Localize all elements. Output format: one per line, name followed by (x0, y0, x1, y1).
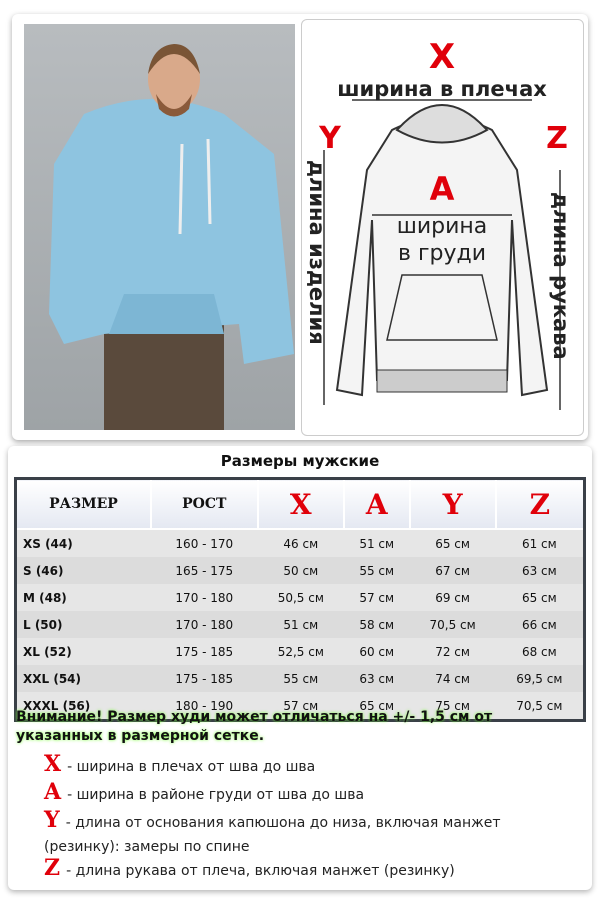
header-a: A (344, 479, 410, 530)
a-marker: A (429, 170, 455, 208)
table-cell: XXXL (56) (23, 698, 91, 713)
table-cell: 165 - 175 (151, 557, 258, 584)
table-cell: 52,5 см (277, 644, 324, 659)
table-cell: 55 см (344, 557, 410, 584)
a-label-line2: в груди (397, 241, 487, 266)
table-cell: 69,5 см (496, 665, 585, 692)
legend-item (44, 752, 544, 779)
table-row (16, 584, 585, 611)
table-row (16, 529, 585, 557)
table-cell: XL (52) (23, 644, 72, 659)
table-cell: 57 см (283, 698, 319, 713)
model-image (24, 24, 295, 430)
table-row (16, 665, 585, 692)
table-cell: 75 см (435, 698, 470, 713)
table-cell: 51 см (359, 536, 395, 551)
table-cell: L (50) (16, 611, 151, 638)
a-label-line1: ширина (396, 214, 488, 239)
z-label: длина рукава (549, 192, 573, 360)
table-cell: 60 см (359, 644, 395, 659)
table-row (16, 557, 585, 584)
table-cell: 74 см (410, 665, 496, 692)
legend-item (44, 780, 544, 807)
legend-key: Y (44, 807, 60, 833)
table-cell: 180 - 190 (175, 698, 234, 713)
table-cell: 65 см (359, 698, 395, 713)
legend-text: - ширина в районе груди от шва до шва (67, 787, 365, 803)
table-cell: 65 см (521, 590, 557, 605)
table-cell: M (48) (23, 590, 67, 605)
header-height: РОСТ (151, 479, 258, 530)
table-cell: S (46) (16, 557, 151, 584)
table-cell: 50,5 см (277, 590, 324, 605)
table-row (16, 611, 585, 638)
table-cell: 69 см (435, 590, 470, 605)
table-cell: 63 см (344, 665, 410, 692)
legend-text: - длина от основания капюшона до низа, включая манжет (резинку): замеры по спине (44, 815, 501, 855)
table-cell: 170 - 180 (151, 611, 258, 638)
table-cell: 170 - 180 (175, 590, 234, 605)
product-photo (24, 24, 295, 430)
header-x: X (258, 479, 344, 530)
header-size: РАЗМЕР (16, 479, 151, 530)
warning-text: Внимание! Размер худи может отличаться на +/- 1,5 см от указанных в размерной сетке. (16, 709, 493, 744)
y-label: длина изделия (305, 160, 329, 345)
x-label: ширина в плечах (337, 77, 547, 101)
legend-item (44, 808, 544, 859)
legend-key: A (44, 779, 62, 805)
legend-item (44, 856, 544, 883)
x-marker: X (428, 37, 456, 77)
legend-text: - длина рукава от плеча, включая манжет (резинку) (66, 863, 455, 879)
table-cell: XS (44) (23, 536, 73, 551)
size-table (14, 477, 586, 722)
table-cell: 160 - 170 (175, 536, 234, 551)
legend-key: X (44, 751, 62, 777)
table-cell: 55 см (258, 665, 344, 692)
table-cell: 57 см (359, 590, 395, 605)
table-cell: 51 см (258, 611, 344, 638)
y-marker: Y (319, 121, 341, 156)
header-y: Y (410, 479, 496, 530)
table-cell: 50 см (258, 557, 344, 584)
table-cell: 72 см (435, 644, 470, 659)
table-cell: XXL (54) (16, 665, 151, 692)
size-diagram (301, 19, 584, 436)
legend-key: Z (44, 855, 61, 881)
table-cell: 68 см (521, 644, 557, 659)
table-cell: 61 см (521, 536, 557, 551)
table-row (16, 638, 585, 665)
table-cell: 65 см (435, 536, 470, 551)
table-cell: 67 см (410, 557, 496, 584)
table-cell: 175 - 185 (151, 665, 258, 692)
legend-text: - ширина в плечах от шва до шва (67, 759, 316, 775)
table-cell: 66 см (496, 611, 585, 638)
table-cell: 175 - 185 (175, 644, 234, 659)
table-cell: 58 см (344, 611, 410, 638)
z-marker: Z (546, 121, 568, 156)
table-cell: 70,5 см (410, 611, 496, 638)
table-cell: 70,5 см (516, 698, 563, 713)
header-z: Z (496, 479, 585, 530)
table-cell: 46 см (283, 536, 319, 551)
table-title: Размеры мужские (220, 452, 380, 470)
table-cell: 63 см (496, 557, 585, 584)
